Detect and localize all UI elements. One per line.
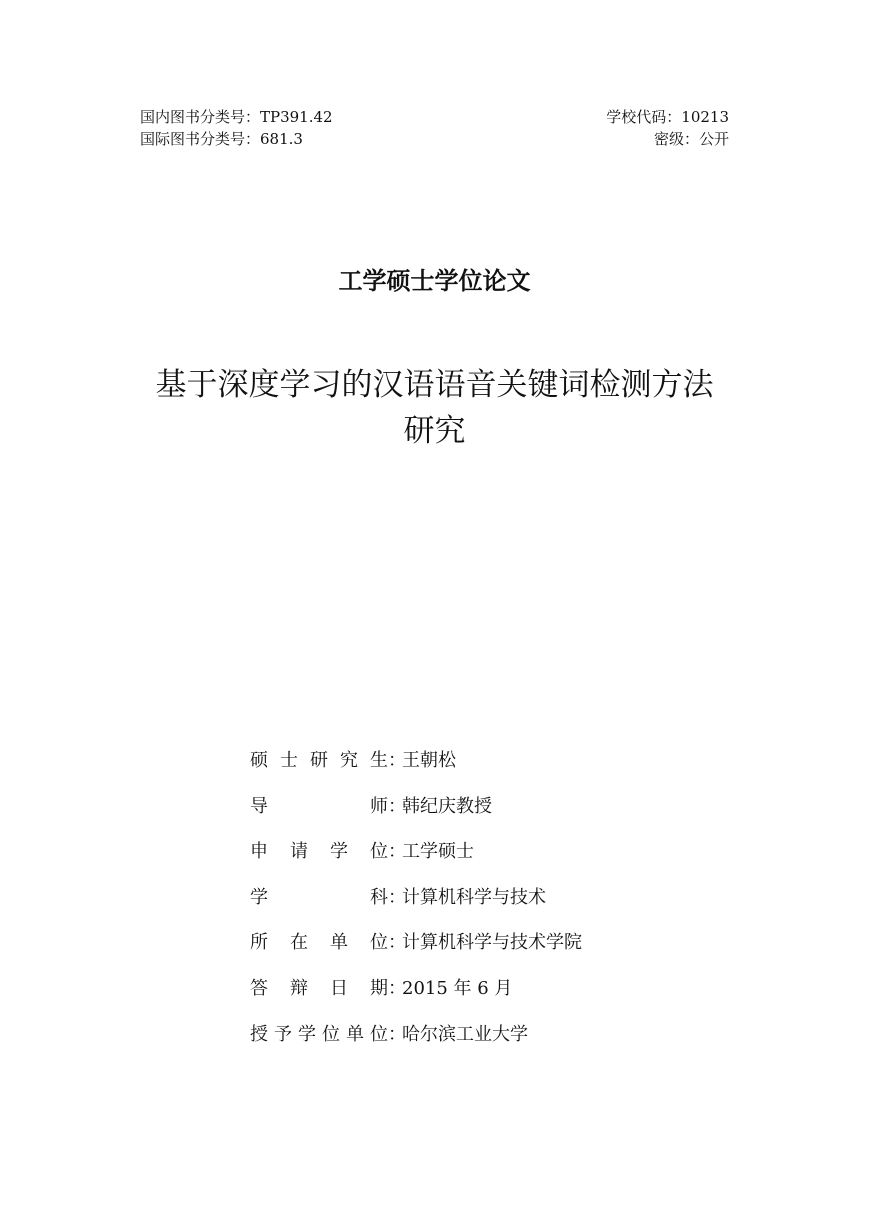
info-colon: ： bbox=[388, 1023, 406, 1045]
info-row-degree bbox=[250, 835, 582, 865]
info-value-student: 王朝松 bbox=[402, 750, 456, 771]
thesis-title bbox=[0, 362, 869, 454]
info-label-granting-institution: 授 予 学 位 单 位 bbox=[250, 1023, 388, 1045]
thesis-title-line-1: 基于深度学习的汉语语音关键词检测方法 bbox=[155, 367, 714, 403]
classification-block bbox=[140, 106, 333, 150]
info-row-supervisor bbox=[250, 790, 582, 820]
info-value-defense-date: 2015 年 6 月 bbox=[402, 977, 513, 999]
info-value-supervisor: 韩纪庆教授 bbox=[402, 795, 492, 817]
info-colon: ： bbox=[388, 795, 406, 817]
info-label-defense-date: 答 辩 日 期 bbox=[250, 977, 388, 999]
info-value-affiliation: 计算机科学与技术学院 bbox=[402, 932, 582, 954]
degree-type-heading: 工学硕士学位论文 bbox=[338, 267, 531, 295]
info-value-discipline: 计算机科学与技术 bbox=[402, 886, 546, 908]
info-colon: ： bbox=[388, 750, 406, 771]
thesis-title-line-2: 研究 bbox=[403, 413, 466, 449]
info-colon: ： bbox=[388, 932, 406, 954]
school-info-block bbox=[606, 106, 729, 150]
school-code: 学校代码：10213 bbox=[606, 108, 729, 126]
domestic-classification: 国内图书分类号：TP391.42 bbox=[140, 108, 333, 126]
info-row-granting-institution bbox=[250, 1018, 582, 1048]
info-label-supervisor: 导 师 bbox=[250, 795, 388, 817]
info-colon: ： bbox=[388, 886, 406, 908]
info-colon: ： bbox=[388, 977, 406, 999]
info-label-affiliation: 所 在 单 位 bbox=[250, 932, 388, 954]
author-info-block bbox=[250, 744, 582, 1063]
info-row-student bbox=[250, 744, 582, 774]
info-colon: ： bbox=[388, 841, 406, 863]
info-label-discipline: 学 科 bbox=[250, 886, 388, 908]
security-level: 密级：公开 bbox=[653, 130, 729, 148]
info-label-degree: 申 请 学 位 bbox=[250, 841, 388, 863]
international-classification: 国际图书分类号：681.3 bbox=[140, 130, 303, 148]
info-value-granting-institution: 哈尔滨工业大学 bbox=[402, 1023, 528, 1045]
info-value-degree: 工学硕士 bbox=[402, 841, 474, 863]
info-row-affiliation bbox=[250, 926, 582, 956]
info-row-defense-date bbox=[250, 972, 582, 1002]
info-row-discipline bbox=[250, 881, 582, 911]
info-label-student: 硕 士 研 究 生 bbox=[250, 750, 388, 771]
